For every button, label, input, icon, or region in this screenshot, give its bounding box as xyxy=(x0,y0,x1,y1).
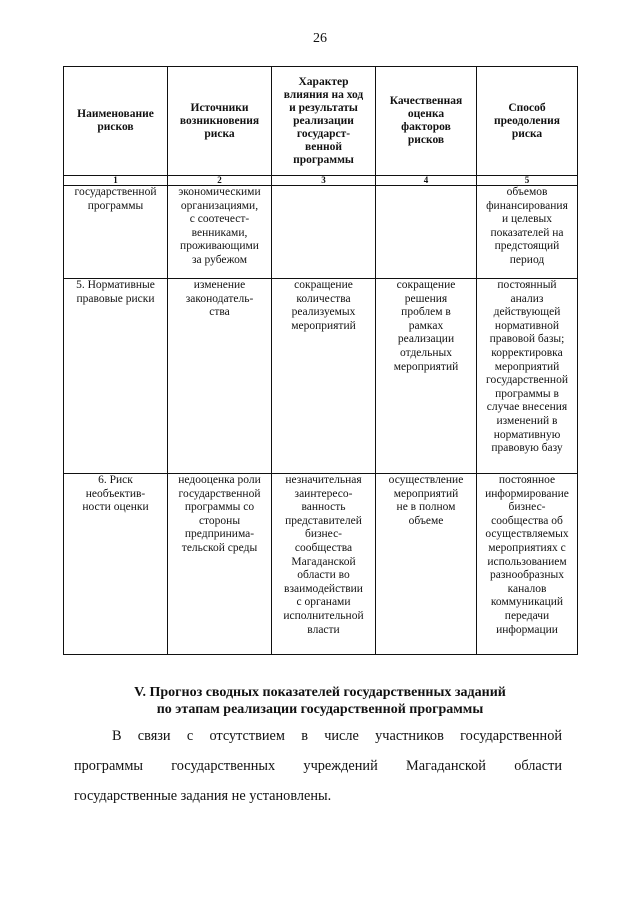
header-risk-sources: Источники возникновения риска xyxy=(168,67,272,176)
header-risk-name: Наименование рисков xyxy=(64,67,168,176)
table-cell: сокращение решения проблем в рамках реализации отдельных мероприятий xyxy=(376,279,477,474)
table-cell: 6. Риск необъектив- ности оценки xyxy=(64,474,168,655)
page-number: 26 xyxy=(313,31,327,46)
table-cell: постоянный анализ действующей нормативной правовой базы; корректировка мероприятий государственной программы в случае внесения изменений в нормативную правовую базу xyxy=(477,279,578,474)
table-row xyxy=(64,474,578,655)
table-cell: постоянное информирование бизнес- сообщества об осуществляемых мероприятиях с использованием разнообразных каналов коммуникаций передачи информации xyxy=(477,474,578,655)
header-impact-nature: Характер влияния на ход и результаты реализации государст- венной программы xyxy=(272,67,376,176)
column-number: 3 xyxy=(272,176,376,186)
table-cell: объемов финансирования и целевых показателей на предстоящий период xyxy=(477,186,578,279)
table-cell: сокращение количества реализуемых мероприятий xyxy=(272,279,376,474)
section-title-line: V. Прогноз сводных показателей государственных заданий xyxy=(134,685,506,700)
table-cell: незначительная заинтересо- ванность представителей бизнес- сообщества Магаданской области во взаимодействии с органами исполнительной власти xyxy=(272,474,376,655)
section-title-line: по этапам реализации государственной программы xyxy=(156,702,484,717)
header-quality-assessment: Качественная оценка факторов рисков xyxy=(376,67,477,176)
column-number: 4 xyxy=(376,176,477,186)
table-cell: осуществление мероприятий не в полном объеме xyxy=(376,474,477,655)
column-number: 2 xyxy=(168,176,272,186)
table-row xyxy=(64,279,578,474)
body-paragraph xyxy=(74,728,562,808)
table-header-row xyxy=(64,67,578,176)
table-cell: недооценка роли государственной программы со стороны предпринима- тельской среды xyxy=(168,474,272,655)
paragraph-line: государственные задания не установлены. xyxy=(74,788,332,804)
paragraph-line: программы государственных учреждений Магаданской области xyxy=(74,758,562,774)
section-title xyxy=(0,684,640,718)
table-cell: изменение законодатель- ства xyxy=(168,279,272,474)
table-cell xyxy=(376,186,477,279)
column-number-row xyxy=(64,176,578,186)
table-cell: экономическими организациями, с соотечест- венниками, проживающими за рубежом xyxy=(168,186,272,279)
table-row xyxy=(64,186,578,279)
paragraph-line: В связи с отсутствием в числе участников государственной xyxy=(112,728,562,744)
column-number: 1 xyxy=(64,176,168,186)
risk-table xyxy=(63,66,578,655)
header-mitigation-method: Способ преодоления риска xyxy=(477,67,578,176)
table-cell xyxy=(272,186,376,279)
table-cell: государственной программы xyxy=(64,186,168,279)
column-number: 5 xyxy=(477,176,578,186)
table-cell: 5. Нормативные правовые риски xyxy=(64,279,168,474)
